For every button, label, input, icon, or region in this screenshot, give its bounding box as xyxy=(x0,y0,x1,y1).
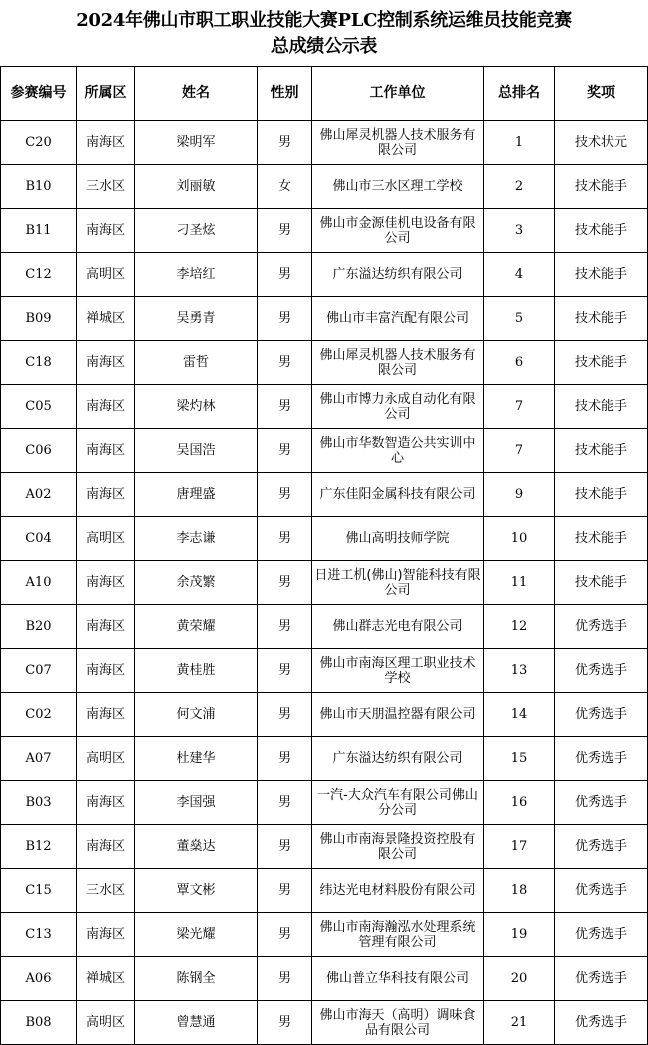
cell-award: 优秀选手 xyxy=(555,957,648,1001)
cell-gender: 男 xyxy=(258,825,312,869)
cell-award: 技术能手 xyxy=(555,165,648,209)
cell-gender: 男 xyxy=(258,737,312,781)
header-unit: 工作单位 xyxy=(312,67,484,121)
cell-district: 南海区 xyxy=(77,473,135,517)
table-row xyxy=(1,825,648,869)
cell-unit: 佛山市海天（高明）调味食品有限公司 xyxy=(312,1001,484,1045)
cell-district: 三水区 xyxy=(77,869,135,913)
cell-award: 技术能手 xyxy=(555,209,648,253)
cell-code: C02 xyxy=(1,693,77,737)
header-name: 姓名 xyxy=(135,67,258,121)
cell-gender: 男 xyxy=(258,385,312,429)
cell-district: 三水区 xyxy=(77,165,135,209)
cell-rank: 3 xyxy=(484,209,555,253)
cell-district: 高明区 xyxy=(77,1001,135,1045)
cell-gender: 男 xyxy=(258,341,312,385)
cell-unit: 佛山市华数智造公共实训中心 xyxy=(312,429,484,473)
cell-rank: 2 xyxy=(484,165,555,209)
cell-unit: 佛山犀灵机器人技术服务有限公司 xyxy=(312,121,484,165)
table-row xyxy=(1,385,648,429)
cell-name: 吴勇青 xyxy=(135,297,258,341)
header-district: 所属区 xyxy=(77,67,135,121)
cell-code: A07 xyxy=(1,737,77,781)
cell-unit: 佛山普立华科技有限公司 xyxy=(312,957,484,1001)
cell-rank: 9 xyxy=(484,473,555,517)
cell-rank: 16 xyxy=(484,781,555,825)
cell-code: B20 xyxy=(1,605,77,649)
cell-gender: 男 xyxy=(258,649,312,693)
cell-code: C12 xyxy=(1,253,77,297)
cell-name: 李志谦 xyxy=(135,517,258,561)
cell-name: 李培红 xyxy=(135,253,258,297)
cell-gender: 男 xyxy=(258,429,312,473)
cell-district: 高明区 xyxy=(77,517,135,561)
cell-rank: 11 xyxy=(484,561,555,605)
cell-name: 董燊达 xyxy=(135,825,258,869)
cell-award: 优秀选手 xyxy=(555,1001,648,1045)
cell-gender: 男 xyxy=(258,781,312,825)
cell-code: C05 xyxy=(1,385,77,429)
cell-code: B08 xyxy=(1,1001,77,1045)
cell-name: 刁圣炫 xyxy=(135,209,258,253)
cell-rank: 5 xyxy=(484,297,555,341)
cell-code: B09 xyxy=(1,297,77,341)
cell-award: 优秀选手 xyxy=(555,869,648,913)
title-line-1: 2024年佛山市职工职业技能大赛PLC控制系统运维员技能竞赛 xyxy=(76,10,572,31)
table-row xyxy=(1,869,648,913)
document-title xyxy=(0,0,648,66)
title-line-2: 总成绩公示表 xyxy=(270,36,378,57)
table-row xyxy=(1,473,648,517)
cell-rank: 18 xyxy=(484,869,555,913)
table-row xyxy=(1,121,648,165)
cell-award: 优秀选手 xyxy=(555,649,648,693)
cell-gender: 男 xyxy=(258,473,312,517)
cell-award: 技术能手 xyxy=(555,429,648,473)
cell-name: 黄桂胜 xyxy=(135,649,258,693)
table-row xyxy=(1,209,648,253)
table-body xyxy=(1,121,648,1045)
cell-code: B11 xyxy=(1,209,77,253)
cell-code: C15 xyxy=(1,869,77,913)
cell-name: 刘丽敏 xyxy=(135,165,258,209)
results-table xyxy=(0,66,648,1045)
cell-rank: 15 xyxy=(484,737,555,781)
cell-award: 技术能手 xyxy=(555,341,648,385)
cell-award: 优秀选手 xyxy=(555,693,648,737)
cell-unit: 佛山犀灵机器人技术服务有限公司 xyxy=(312,341,484,385)
cell-rank: 13 xyxy=(484,649,555,693)
cell-district: 南海区 xyxy=(77,385,135,429)
cell-unit: 广东佳阳金属科技有限公司 xyxy=(312,473,484,517)
cell-rank: 20 xyxy=(484,957,555,1001)
cell-gender: 男 xyxy=(258,209,312,253)
cell-name: 曾慧通 xyxy=(135,1001,258,1045)
cell-rank: 1 xyxy=(484,121,555,165)
cell-rank: 7 xyxy=(484,429,555,473)
cell-name: 何文浦 xyxy=(135,693,258,737)
cell-award: 技术能手 xyxy=(555,385,648,429)
header-row xyxy=(1,67,648,121)
cell-name: 梁明军 xyxy=(135,121,258,165)
cell-rank: 19 xyxy=(484,913,555,957)
cell-award: 技术能手 xyxy=(555,297,648,341)
cell-code: B10 xyxy=(1,165,77,209)
table-row xyxy=(1,957,648,1001)
table-row xyxy=(1,913,648,957)
cell-gender: 男 xyxy=(258,297,312,341)
cell-rank: 14 xyxy=(484,693,555,737)
cell-gender: 男 xyxy=(258,1001,312,1045)
cell-gender: 男 xyxy=(258,561,312,605)
cell-award: 技术能手 xyxy=(555,517,648,561)
cell-code: A06 xyxy=(1,957,77,1001)
cell-unit: 佛山市三水区理工学校 xyxy=(312,165,484,209)
cell-name: 余茂繁 xyxy=(135,561,258,605)
cell-unit: 佛山高明技师学院 xyxy=(312,517,484,561)
cell-unit: 佛山市金源佳机电设备有限公司 xyxy=(312,209,484,253)
table-header xyxy=(1,67,648,121)
cell-award: 优秀选手 xyxy=(555,605,648,649)
cell-name: 覃文彬 xyxy=(135,869,258,913)
cell-award: 技术能手 xyxy=(555,561,648,605)
cell-name: 杜建华 xyxy=(135,737,258,781)
cell-unit: 佛山市南海区理工职业技术学校 xyxy=(312,649,484,693)
cell-unit: 佛山市天朋温控器有限公司 xyxy=(312,693,484,737)
cell-unit: 广东溢达纺织有限公司 xyxy=(312,737,484,781)
cell-name: 梁光耀 xyxy=(135,913,258,957)
cell-award: 技术状元 xyxy=(555,121,648,165)
cell-award: 优秀选手 xyxy=(555,781,648,825)
cell-rank: 21 xyxy=(484,1001,555,1045)
table-row xyxy=(1,561,648,605)
cell-district: 南海区 xyxy=(77,121,135,165)
cell-code: C06 xyxy=(1,429,77,473)
cell-name: 唐理盛 xyxy=(135,473,258,517)
table-row xyxy=(1,781,648,825)
cell-unit: 佛山群志光电有限公司 xyxy=(312,605,484,649)
header-gender: 性别 xyxy=(258,67,312,121)
cell-rank: 10 xyxy=(484,517,555,561)
cell-district: 高明区 xyxy=(77,737,135,781)
cell-code: B12 xyxy=(1,825,77,869)
cell-district: 南海区 xyxy=(77,781,135,825)
cell-unit: 佛山市南海景隆投资控股有限公司 xyxy=(312,825,484,869)
cell-award: 技术能手 xyxy=(555,473,648,517)
cell-name: 李国强 xyxy=(135,781,258,825)
cell-gender: 男 xyxy=(258,517,312,561)
cell-district: 南海区 xyxy=(77,825,135,869)
header-rank: 总排名 xyxy=(484,67,555,121)
table-row xyxy=(1,1001,648,1045)
table-row xyxy=(1,737,648,781)
cell-district: 高明区 xyxy=(77,253,135,297)
table-row xyxy=(1,429,648,473)
cell-gender: 男 xyxy=(258,693,312,737)
cell-unit: 日进工机(佛山)智能科技有限公司 xyxy=(312,561,484,605)
cell-district: 南海区 xyxy=(77,693,135,737)
cell-code: C20 xyxy=(1,121,77,165)
cell-unit: 一汽-大众汽车有限公司佛山分公司 xyxy=(312,781,484,825)
cell-gender: 男 xyxy=(258,957,312,1001)
cell-unit: 佛山市南海瀚泓水处理系统管理有限公司 xyxy=(312,913,484,957)
table-row xyxy=(1,297,648,341)
cell-code: C13 xyxy=(1,913,77,957)
cell-code: A02 xyxy=(1,473,77,517)
cell-rank: 12 xyxy=(484,605,555,649)
cell-district: 禅城区 xyxy=(77,957,135,1001)
cell-award: 优秀选手 xyxy=(555,825,648,869)
cell-rank: 7 xyxy=(484,385,555,429)
cell-name: 陈钢全 xyxy=(135,957,258,1001)
cell-district: 南海区 xyxy=(77,561,135,605)
table-row xyxy=(1,253,648,297)
cell-gender: 男 xyxy=(258,605,312,649)
header-award: 奖项 xyxy=(555,67,648,121)
cell-district: 南海区 xyxy=(77,209,135,253)
cell-award: 优秀选手 xyxy=(555,913,648,957)
cell-name: 梁灼林 xyxy=(135,385,258,429)
cell-gender: 女 xyxy=(258,165,312,209)
cell-code: B03 xyxy=(1,781,77,825)
cell-district: 禅城区 xyxy=(77,297,135,341)
cell-name: 雷哲 xyxy=(135,341,258,385)
cell-unit: 佛山市丰富汽配有限公司 xyxy=(312,297,484,341)
cell-code: C04 xyxy=(1,517,77,561)
cell-name: 吴国浩 xyxy=(135,429,258,473)
header-code: 参赛编号 xyxy=(1,67,77,121)
table-row xyxy=(1,517,648,561)
cell-award: 技术能手 xyxy=(555,253,648,297)
cell-unit: 广东溢达纺织有限公司 xyxy=(312,253,484,297)
cell-district: 南海区 xyxy=(77,913,135,957)
table-row xyxy=(1,605,648,649)
cell-gender: 男 xyxy=(258,869,312,913)
cell-gender: 男 xyxy=(258,121,312,165)
cell-district: 南海区 xyxy=(77,649,135,693)
cell-district: 南海区 xyxy=(77,605,135,649)
cell-district: 南海区 xyxy=(77,341,135,385)
cell-rank: 17 xyxy=(484,825,555,869)
cell-rank: 4 xyxy=(484,253,555,297)
cell-unit: 纬达光电材料股份有限公司 xyxy=(312,869,484,913)
table-row xyxy=(1,341,648,385)
cell-gender: 男 xyxy=(258,913,312,957)
cell-district: 南海区 xyxy=(77,429,135,473)
cell-rank: 6 xyxy=(484,341,555,385)
cell-unit: 佛山市博力永成自动化有限公司 xyxy=(312,385,484,429)
table-row xyxy=(1,649,648,693)
cell-code: C07 xyxy=(1,649,77,693)
table-row xyxy=(1,165,648,209)
cell-name: 黄荣耀 xyxy=(135,605,258,649)
table-row xyxy=(1,693,648,737)
cell-award: 优秀选手 xyxy=(555,737,648,781)
cell-code: C18 xyxy=(1,341,77,385)
cell-code: A10 xyxy=(1,561,77,605)
cell-gender: 男 xyxy=(258,253,312,297)
